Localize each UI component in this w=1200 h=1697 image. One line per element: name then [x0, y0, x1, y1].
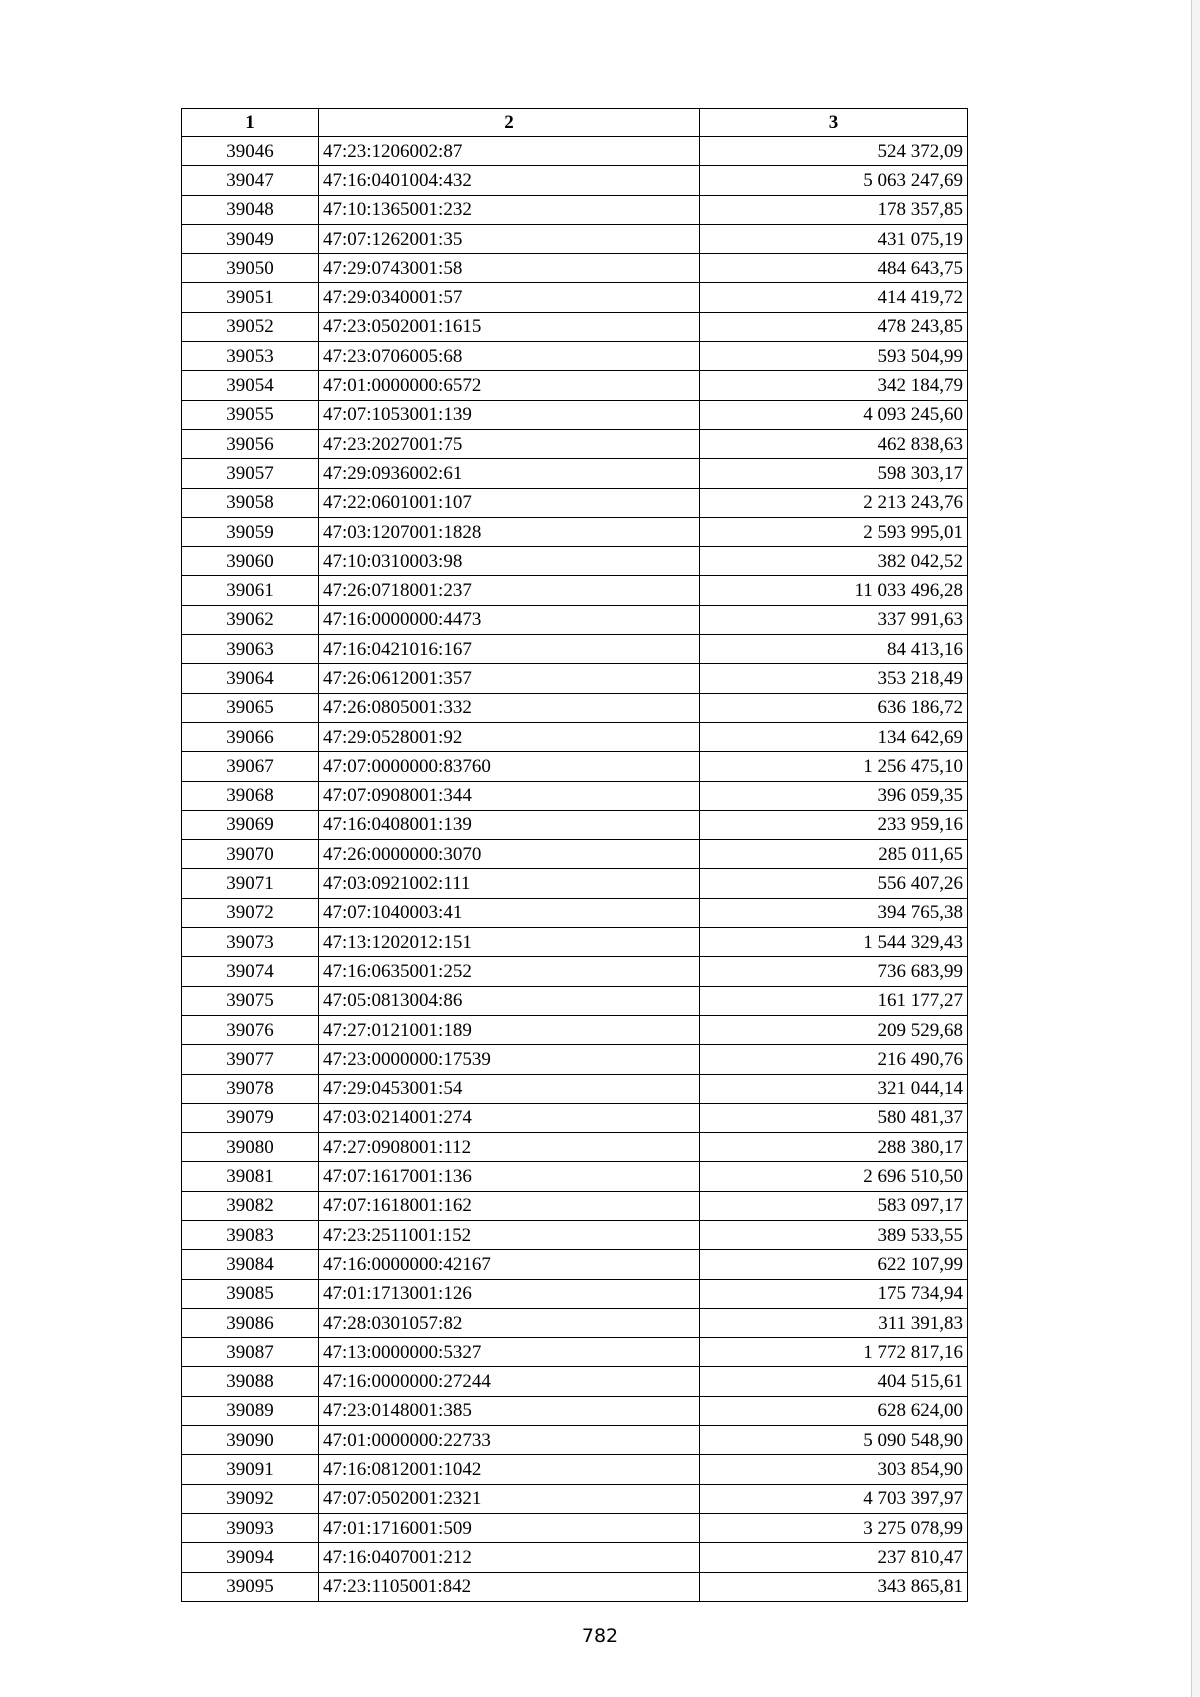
value-cell: 484 643,75: [700, 254, 968, 283]
value-cell: 2 593 995,01: [700, 517, 968, 546]
row-number-cell: 39047: [182, 166, 319, 195]
value-cell: 237 810,47: [700, 1543, 968, 1572]
value-cell: 431 075,19: [700, 224, 968, 253]
table-row: [182, 1220, 968, 1249]
table-row: [182, 1455, 968, 1484]
cadastral-number-cell: 47:23:0000000:17539: [319, 1045, 700, 1074]
table-row: [182, 1572, 968, 1601]
row-number-cell: 39087: [182, 1338, 319, 1367]
cadastral-number-cell: 47:01:0000000:6572: [319, 371, 700, 400]
row-number-cell: 39060: [182, 547, 319, 576]
cadastral-number-cell: 47:26:0612001:357: [319, 664, 700, 693]
value-cell: 1 772 817,16: [700, 1338, 968, 1367]
table-row: [182, 1367, 968, 1396]
column-header-2: 2: [319, 109, 700, 137]
table-row: [182, 1308, 968, 1337]
value-cell: 11 033 496,28: [700, 576, 968, 605]
table-header: [182, 109, 968, 137]
cadastral-number-cell: 47:27:0908001:112: [319, 1133, 700, 1162]
cadastral-number-cell: 47:29:0528001:92: [319, 722, 700, 751]
cadastral-number-cell: 47:22:0601001:107: [319, 488, 700, 517]
cadastral-number-cell: 47:07:1262001:35: [319, 224, 700, 253]
table-row: [182, 840, 968, 869]
row-number-cell: 39080: [182, 1133, 319, 1162]
cadastral-number-cell: 47:23:2511001:152: [319, 1220, 700, 1249]
value-cell: 622 107,99: [700, 1250, 968, 1279]
table-row: [182, 928, 968, 957]
cadastral-number-cell: 47:07:0000000:83760: [319, 752, 700, 781]
value-cell: 593 504,99: [700, 342, 968, 371]
page-number: 782: [581, 1625, 619, 1647]
value-cell: 628 624,00: [700, 1396, 968, 1425]
row-number-cell: 39086: [182, 1308, 319, 1337]
cadastral-number-cell: 47:16:0401004:432: [319, 166, 700, 195]
value-cell: 343 865,81: [700, 1572, 968, 1601]
row-number-cell: 39076: [182, 1015, 319, 1044]
cadastral-number-cell: 47:16:0812001:1042: [319, 1455, 700, 1484]
column-header-3: 3: [700, 109, 968, 137]
cadastral-number-cell: 47:23:1105001:842: [319, 1572, 700, 1601]
row-number-cell: 39085: [182, 1279, 319, 1308]
cadastral-number-cell: 47:03:1207001:1828: [319, 517, 700, 546]
value-cell: 84 413,16: [700, 635, 968, 664]
column-header-1: 1: [182, 109, 319, 137]
value-cell: 321 044,14: [700, 1074, 968, 1103]
value-cell: 288 380,17: [700, 1133, 968, 1162]
row-number-cell: 39082: [182, 1191, 319, 1220]
cadastral-number-cell: 47:10:0310003:98: [319, 547, 700, 576]
cadastral-number-cell: 47:16:0407001:212: [319, 1543, 700, 1572]
row-number-cell: 39063: [182, 635, 319, 664]
cadastral-number-cell: 47:26:0000000:3070: [319, 840, 700, 869]
cadastral-number-cell: 47:26:0718001:237: [319, 576, 700, 605]
table-row: [182, 517, 968, 546]
row-number-cell: 39074: [182, 957, 319, 986]
row-number-cell: 39049: [182, 224, 319, 253]
table-row: [182, 1338, 968, 1367]
value-cell: 353 218,49: [700, 664, 968, 693]
value-cell: 414 419,72: [700, 283, 968, 312]
row-number-cell: 39061: [182, 576, 319, 605]
cadastral-number-cell: 47:23:0148001:385: [319, 1396, 700, 1425]
cadastral-number-cell: 47:10:1365001:232: [319, 195, 700, 224]
table-row: [182, 898, 968, 927]
cadastral-number-cell: 47:29:0340001:57: [319, 283, 700, 312]
row-number-cell: 39092: [182, 1484, 319, 1513]
row-number-cell: 39088: [182, 1367, 319, 1396]
table-row: [182, 1426, 968, 1455]
table-body: [182, 137, 968, 1602]
row-number-cell: 39071: [182, 869, 319, 898]
row-number-cell: 39073: [182, 928, 319, 957]
table-row: [182, 1484, 968, 1513]
page-edge: [1191, 0, 1200, 1697]
cadastral-number-cell: 47:27:0121001:189: [319, 1015, 700, 1044]
value-cell: 524 372,09: [700, 137, 968, 166]
value-cell: 5 090 548,90: [700, 1426, 968, 1455]
table-row: [182, 693, 968, 722]
table-row: [182, 224, 968, 253]
table-row: [182, 547, 968, 576]
row-number-cell: 39070: [182, 840, 319, 869]
value-cell: 382 042,52: [700, 547, 968, 576]
table-row: [182, 1074, 968, 1103]
cadastral-number-cell: 47:07:0908001:344: [319, 781, 700, 810]
table-row: [182, 1543, 968, 1572]
table-row: [182, 429, 968, 458]
row-number-cell: 39084: [182, 1250, 319, 1279]
row-number-cell: 39055: [182, 400, 319, 429]
value-cell: 233 959,16: [700, 810, 968, 839]
value-cell: 209 529,68: [700, 1015, 968, 1044]
row-number-cell: 39058: [182, 488, 319, 517]
cadastral-number-cell: 47:03:0921002:111: [319, 869, 700, 898]
cadastral-number-cell: 47:16:0000000:27244: [319, 1367, 700, 1396]
table-row: [182, 371, 968, 400]
cadastral-number-cell: 47:07:1040003:41: [319, 898, 700, 927]
cadastral-number-cell: 47:07:1053001:139: [319, 400, 700, 429]
row-number-cell: 39059: [182, 517, 319, 546]
value-cell: 303 854,90: [700, 1455, 968, 1484]
table-row: [182, 254, 968, 283]
cadastral-number-cell: 47:05:0813004:86: [319, 986, 700, 1015]
value-cell: 636 186,72: [700, 693, 968, 722]
cadastral-number-cell: 47:01:1716001:509: [319, 1513, 700, 1542]
row-number-cell: 39067: [182, 752, 319, 781]
table-row: [182, 722, 968, 751]
table-row: [182, 488, 968, 517]
row-number-cell: 39056: [182, 429, 319, 458]
value-cell: 396 059,35: [700, 781, 968, 810]
row-number-cell: 39083: [182, 1220, 319, 1249]
table-row: [182, 1250, 968, 1279]
table-row: [182, 459, 968, 488]
row-number-cell: 39069: [182, 810, 319, 839]
table-row: [182, 869, 968, 898]
row-number-cell: 39094: [182, 1543, 319, 1572]
value-cell: 478 243,85: [700, 312, 968, 341]
value-cell: 2 213 243,76: [700, 488, 968, 517]
value-cell: 404 515,61: [700, 1367, 968, 1396]
cadastral-number-cell: 47:07:1618001:162: [319, 1191, 700, 1220]
value-cell: 583 097,17: [700, 1191, 968, 1220]
value-cell: 1 256 475,10: [700, 752, 968, 781]
value-cell: 161 177,27: [700, 986, 968, 1015]
row-number-cell: 39046: [182, 137, 319, 166]
cadastral-number-cell: 47:26:0805001:332: [319, 693, 700, 722]
cadastral-number-cell: 47:29:0936002:61: [319, 459, 700, 488]
table-row: [182, 1191, 968, 1220]
table-row: [182, 342, 968, 371]
value-cell: 580 481,37: [700, 1103, 968, 1132]
table-row: [182, 605, 968, 634]
cadastral-number-cell: 47:29:0453001:54: [319, 1074, 700, 1103]
value-cell: 2 696 510,50: [700, 1162, 968, 1191]
cadastral-number-cell: 47:03:0214001:274: [319, 1103, 700, 1132]
value-cell: 175 734,94: [700, 1279, 968, 1308]
cadastral-number-cell: 47:16:0421016:167: [319, 635, 700, 664]
table-row: [182, 166, 968, 195]
table-row: [182, 1513, 968, 1542]
value-cell: 598 303,17: [700, 459, 968, 488]
row-number-cell: 39065: [182, 693, 319, 722]
row-number-cell: 39066: [182, 722, 319, 751]
table-row: [182, 810, 968, 839]
cadastral-number-cell: 47:23:0502001:1615: [319, 312, 700, 341]
cadastral-number-cell: 47:13:0000000:5327: [319, 1338, 700, 1367]
value-cell: 311 391,83: [700, 1308, 968, 1337]
table-row: [182, 781, 968, 810]
table-row: [182, 752, 968, 781]
row-number-cell: 39050: [182, 254, 319, 283]
cadastral-number-cell: 47:01:0000000:22733: [319, 1426, 700, 1455]
row-number-cell: 39053: [182, 342, 319, 371]
row-number-cell: 39079: [182, 1103, 319, 1132]
value-cell: 337 991,63: [700, 605, 968, 634]
row-number-cell: 39075: [182, 986, 319, 1015]
value-cell: 394 765,38: [700, 898, 968, 927]
cadastral-number-cell: 47:07:0502001:2321: [319, 1484, 700, 1513]
table-row: [182, 1279, 968, 1308]
cadastral-number-cell: 47:16:0635001:252: [319, 957, 700, 986]
row-number-cell: 39077: [182, 1045, 319, 1074]
table-row: [182, 195, 968, 224]
table-row: [182, 986, 968, 1015]
row-number-cell: 39068: [182, 781, 319, 810]
value-cell: 216 490,76: [700, 1045, 968, 1074]
value-cell: 178 357,85: [700, 195, 968, 224]
row-number-cell: 39091: [182, 1455, 319, 1484]
table-row: [182, 576, 968, 605]
table-row: [182, 312, 968, 341]
row-number-cell: 39057: [182, 459, 319, 488]
table-row: [182, 957, 968, 986]
row-number-cell: 39054: [182, 371, 319, 400]
value-cell: 389 533,55: [700, 1220, 968, 1249]
cadastral-number-cell: 47:23:1206002:87: [319, 137, 700, 166]
table-row: [182, 1133, 968, 1162]
table-row: [182, 664, 968, 693]
table-row: [182, 1162, 968, 1191]
value-cell: 1 544 329,43: [700, 928, 968, 957]
cadastral-number-cell: 47:16:0000000:4473: [319, 605, 700, 634]
row-number-cell: 39081: [182, 1162, 319, 1191]
cadastral-number-cell: 47:13:1202012:151: [319, 928, 700, 957]
table-row: [182, 400, 968, 429]
table-row: [182, 1396, 968, 1425]
cadastral-number-cell: 47:01:1713001:126: [319, 1279, 700, 1308]
table-row: [182, 1103, 968, 1132]
value-cell: 285 011,65: [700, 840, 968, 869]
row-number-cell: 39064: [182, 664, 319, 693]
table-row: [182, 1045, 968, 1074]
cadastral-number-cell: 47:29:0743001:58: [319, 254, 700, 283]
value-cell: 3 275 078,99: [700, 1513, 968, 1542]
table-row: [182, 635, 968, 664]
cadastral-number-cell: 47:16:0000000:42167: [319, 1250, 700, 1279]
row-number-cell: 39078: [182, 1074, 319, 1103]
cadastral-number-cell: 47:07:1617001:136: [319, 1162, 700, 1191]
value-cell: 736 683,99: [700, 957, 968, 986]
value-cell: 556 407,26: [700, 869, 968, 898]
row-number-cell: 39095: [182, 1572, 319, 1601]
table-row: [182, 1015, 968, 1044]
value-cell: 4 703 397,97: [700, 1484, 968, 1513]
row-number-cell: 39048: [182, 195, 319, 224]
cadastral-number-cell: 47:16:0408001:139: [319, 810, 700, 839]
value-cell: 134 642,69: [700, 722, 968, 751]
cadastral-number-cell: 47:28:0301057:82: [319, 1308, 700, 1337]
row-number-cell: 39090: [182, 1426, 319, 1455]
table-row: [182, 137, 968, 166]
value-cell: 342 184,79: [700, 371, 968, 400]
cadastral-number-cell: 47:23:0706005:68: [319, 342, 700, 371]
header-row: [182, 109, 968, 137]
row-number-cell: 39072: [182, 898, 319, 927]
value-cell: 4 093 245,60: [700, 400, 968, 429]
table-row: [182, 283, 968, 312]
row-number-cell: 39052: [182, 312, 319, 341]
row-number-cell: 39089: [182, 1396, 319, 1425]
registry-table: [181, 108, 968, 1602]
row-number-cell: 39051: [182, 283, 319, 312]
cadastral-number-cell: 47:23:2027001:75: [319, 429, 700, 458]
row-number-cell: 39062: [182, 605, 319, 634]
value-cell: 5 063 247,69: [700, 166, 968, 195]
value-cell: 462 838,63: [700, 429, 968, 458]
row-number-cell: 39093: [182, 1513, 319, 1542]
